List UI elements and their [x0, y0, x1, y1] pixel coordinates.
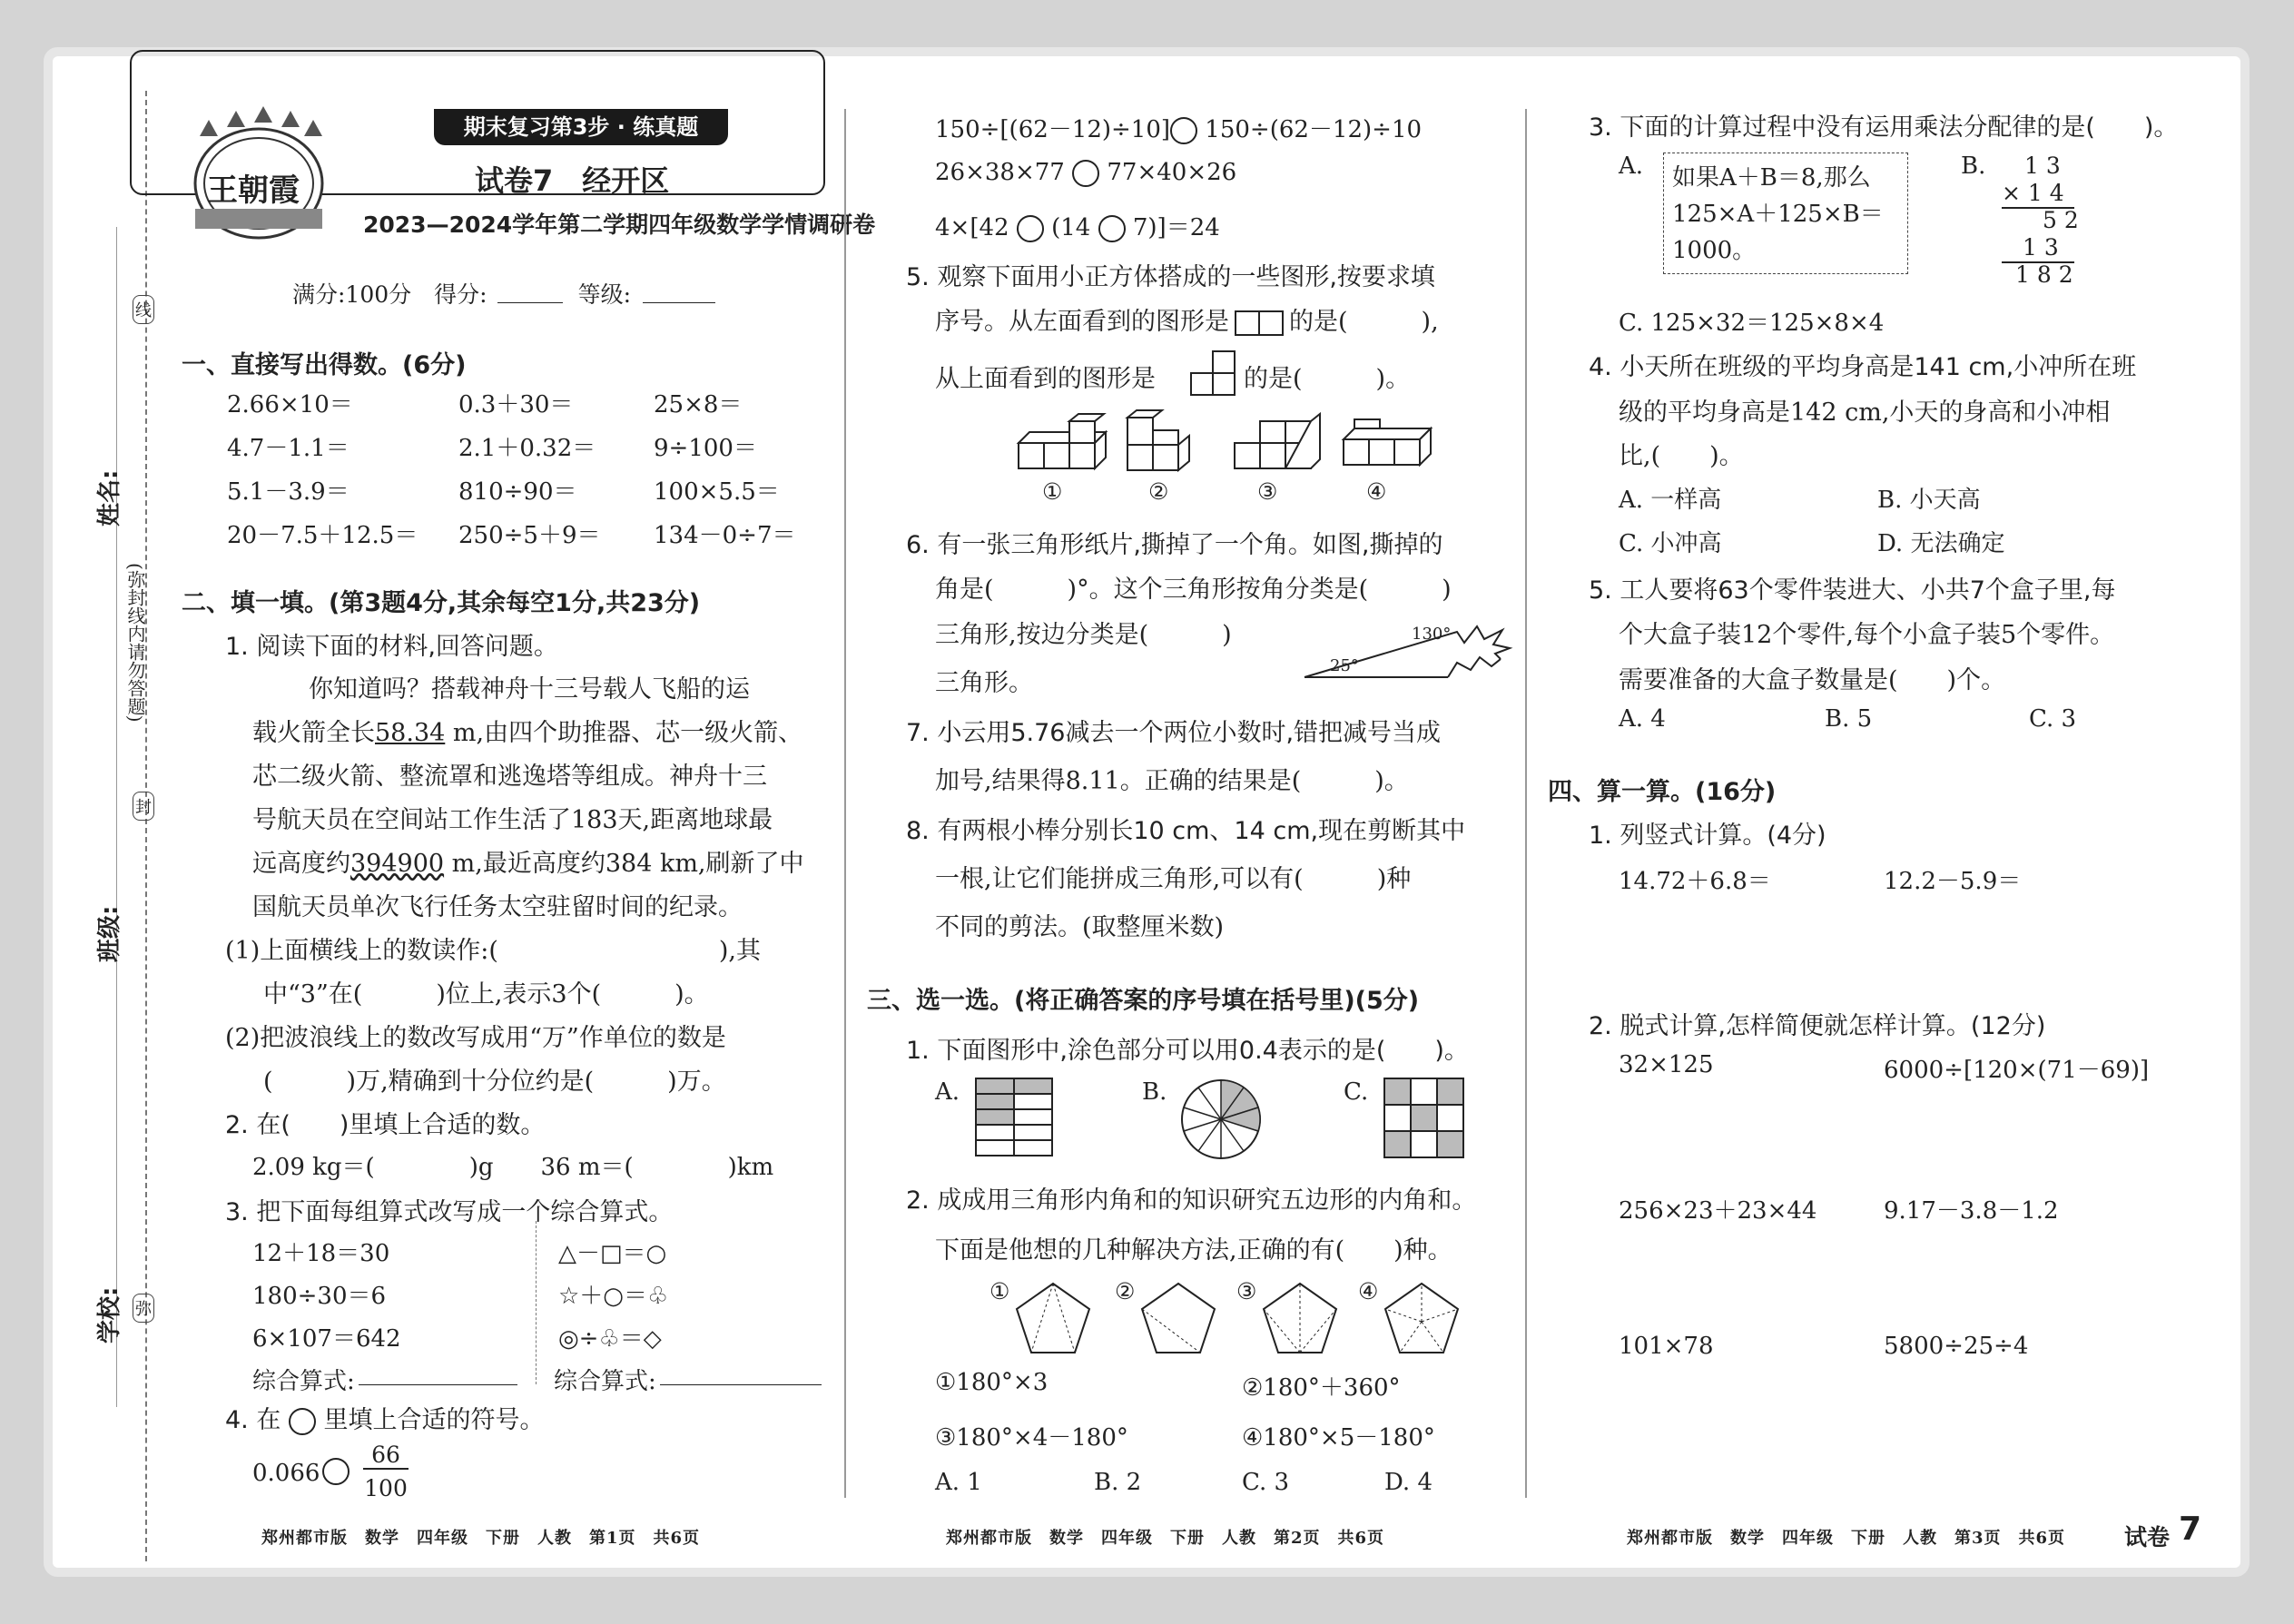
footer-badge-label: 试卷 [2124, 1524, 2171, 1550]
grid-figure-c-icon [1384, 1078, 1466, 1160]
option-label: A. 一样高 [1619, 487, 1722, 514]
option-label: C. 3 [2029, 705, 2077, 733]
figure-label: ④ [1366, 478, 1387, 505]
compare-circle[interactable] [1072, 160, 1099, 187]
question-text: 远高度约394900 m,最近高度约384 km,刷新了中 [252, 850, 804, 878]
question-text: 中“3”在( )位上,表示3个( )。 [263, 980, 709, 1009]
logo-text: 王朝霞 [207, 172, 300, 209]
question-text: 芯二级火箭、整流罩和逃逸塔等组成。神舟十三 [252, 763, 767, 791]
question-text: 三角形,按边分类是( ) [935, 621, 1232, 649]
compare-circle[interactable] [1098, 215, 1126, 242]
compare-row: 150÷[(62－12)÷10] 150÷(62－12)÷10 [935, 116, 1423, 143]
calc-item: 134－0÷7＝ [654, 522, 796, 549]
footer-page-1: 郑州都市版 数学 四年级 下册 人教 第1页 共6页 [261, 1529, 701, 1548]
cube-figure-icon [1233, 419, 1324, 476]
question-text: 2. 在( )里填上合适的数。 [225, 1111, 546, 1139]
pentagon-method-1-icon [1015, 1282, 1091, 1354]
figure-label: ② [1115, 1278, 1136, 1304]
question-text: 下面是他想的几种解决方法,正确的有( )种。 [935, 1236, 1452, 1265]
option-label: A. [935, 1078, 960, 1106]
figure-label: ③ [1236, 1278, 1257, 1304]
option-label: A. 4 [1619, 705, 1666, 733]
calc-item: 2.1＋0.32＝ [458, 435, 596, 462]
method-item: ②180°＋360° [1242, 1374, 1401, 1402]
question-text: 2. 成成用三角形内角和的知识研究五边形的内角和。 [906, 1186, 1477, 1215]
formula-item: 12＋18＝30 [252, 1240, 390, 1267]
top-view-icon [1187, 349, 1238, 400]
question-text: 载火箭全长58.34 m,由四个助推器、芯一级火箭、 [252, 719, 803, 747]
question-text: 7. 小云用5.76减去一个两位小数时,错把减号当成 [906, 719, 1442, 747]
binding-note: (弥封线内请勿答题) [124, 563, 146, 723]
option-label: B. [1142, 1078, 1167, 1106]
calc-item: 4.7－1.1＝ [227, 435, 350, 462]
option-a-line: 1000。 [1672, 237, 1757, 264]
view-square-icon [1260, 310, 1284, 336]
question-text: 号航天员在空间站工作生活了183天,距离地球最 [252, 806, 773, 834]
question-text: 4. 在 里填上合适的符号。 [225, 1406, 545, 1434]
vertical-calc-line: 1 8 2 [2015, 261, 2073, 288]
calc-item: 5.1－3.9＝ [227, 478, 350, 506]
figure-label: ③ [1257, 478, 1278, 505]
question-text: 一根,让它们能拼成三角形,可以有( )种 [935, 865, 1412, 893]
binding-field-line [116, 227, 117, 1407]
option-label: A. 1 [935, 1469, 982, 1496]
compare-circle[interactable] [1017, 215, 1044, 242]
pentagon-method-4-icon [1383, 1282, 1460, 1354]
calc-item: 5800÷25÷4 [1884, 1333, 2029, 1360]
option-label: B. 5 [1825, 705, 1873, 733]
calc-item: 9.17－3.8－1.2 [1884, 1197, 2059, 1225]
calc-item: 32×125 [1619, 1051, 1714, 1078]
figure-label: ④ [1358, 1278, 1379, 1304]
combined-label: 综合算式: [252, 1368, 355, 1395]
angle-label: 130° [1412, 625, 1452, 644]
section4-title: 四、算一算。(16分) [1548, 778, 1777, 806]
compare-row: 4×[42 (14 7)]＝24 [935, 214, 1220, 241]
question-text: 级的平均身高是142 cm,小天的身高和小冲相 [1619, 399, 2111, 427]
class-label: 班级: [96, 905, 123, 962]
compare-circle[interactable] [1170, 117, 1197, 144]
calc-item: 6000÷[120×(71－69)] [1884, 1057, 2150, 1084]
formula-item: △－□＝○ [558, 1240, 667, 1267]
option-label: D. 无法确定 [1877, 530, 2005, 557]
exam-subtitle: 2023—2024学年第二学期四年级数学学情调研卷 [363, 212, 876, 238]
score-line: 满分:100分 得分: 等级: [292, 281, 631, 308]
cube-figure-icon [1126, 414, 1207, 476]
cube-figure-icon [1342, 419, 1433, 476]
question-text: 从上面看到的图形是 [935, 365, 1156, 393]
calc-item: 12.2－5.9＝ [1884, 868, 2022, 895]
question-text: 1. 列竖式计算。(4分) [1589, 822, 1826, 850]
formula-item: ☆＋○＝♧ [558, 1283, 669, 1310]
cube-figure-icon [1017, 419, 1108, 476]
section3-title: 三、选一选。(将正确答案的序号填在括号里)(5分) [867, 987, 1420, 1015]
q3-divider [536, 1221, 537, 1384]
header-tag: 期末复习第3步 · 练真题 [434, 109, 728, 145]
option-label: B. 2 [1094, 1469, 1142, 1496]
method-item: ①180°×3 [935, 1369, 1049, 1396]
combined-blank-right[interactable] [660, 1384, 822, 1385]
calc-item: 9÷100＝ [654, 435, 757, 462]
binding-feng: 封 [133, 792, 154, 821]
formula-item: 6×107＝642 [252, 1325, 401, 1353]
binding-xian: 线 [133, 295, 154, 324]
score-blank[interactable] [497, 302, 563, 303]
question-text: 4. 小天所在班级的平均身高是141 cm,小冲所在班 [1589, 353, 2137, 381]
compare-circle[interactable] [322, 1458, 350, 1485]
figure-label: ① [989, 1278, 1010, 1304]
figure-label: ① [1042, 478, 1063, 505]
section2-title: 二、填一填。(第3题4分,其余每空1分,共23分) [182, 589, 701, 617]
question-text: 的是( )。 [1244, 365, 1411, 393]
combined-label: 综合算式: [554, 1368, 656, 1395]
question-text: 角是( )°。这个三角形按角分类是( ) [935, 576, 1452, 604]
school-label: 学校: [96, 1286, 123, 1343]
pentagon-method-2-icon [1140, 1282, 1216, 1354]
column-separator-1 [844, 109, 846, 1498]
angle-label: 25° [1330, 656, 1359, 675]
question-text: 国航天员单次飞行任务太空驻留时间的纪录。 [252, 893, 743, 921]
fraction-denominator: 100 [364, 1475, 408, 1501]
question-text: 8. 有两根小棒分别长10 cm、14 cm,现在剪断其中 [906, 817, 1466, 845]
question-text: 比,( )。 [1619, 442, 1744, 470]
compare-row: 26×38×77 77×40×26 [935, 159, 1237, 186]
method-item: ④180°×5－180° [1242, 1424, 1435, 1452]
footer-page-3: 郑州都市版 数学 四年级 下册 人教 第3页 共6页 [1627, 1529, 2066, 1548]
option-a-line: 125×A＋125×B＝ [1672, 201, 1884, 228]
option-label: B. [1961, 153, 1986, 180]
figure-label: ② [1148, 478, 1169, 505]
question-text: 1. 下面图形中,涂色部分可以用0.4表示的是( )。 [906, 1037, 1469, 1065]
calc-item: 20－7.5＋12.5＝ [227, 522, 418, 549]
vertical-calc-line: 5 2 [2043, 207, 2079, 233]
combined-blank-left[interactable] [359, 1384, 517, 1385]
compare-circle[interactable] [289, 1408, 316, 1435]
question-text: 1. 阅读下面的材料,回答问题。 [225, 633, 558, 661]
question-text: (1)上面横线上的数读作:( ),其 [225, 937, 761, 965]
binding-mi: 弥 [133, 1294, 154, 1323]
calc-item: 0.3＋30＝ [458, 391, 574, 418]
question-text: ( )万,精确到十分位约是( )万。 [263, 1068, 726, 1096]
formula-item: ◎÷♧＝◇ [558, 1325, 662, 1353]
option-label: D. 4 [1384, 1469, 1433, 1496]
question-text: 序号。从左面看到的图形是 的是( ), [935, 308, 1439, 336]
question-text: 2. 脱式计算,怎样简便就怎样计算。(12分) [1589, 1012, 2046, 1040]
question-text: 你知道吗？搭载神舟十三号载人飞船的运 [309, 675, 750, 704]
question-text: 6. 有一张三角形纸片,撕掉了一个角。如图,撕掉的 [906, 531, 1443, 559]
grid-figure-a-icon [976, 1078, 1056, 1158]
question-text: 三角形。 [935, 669, 1033, 697]
question-text: 5. 工人要将63个零件装进大、小共7个盒子里,每 [1589, 576, 2116, 605]
option-a-line: 如果A＋B＝8,那么 [1672, 164, 1871, 192]
question-text: 3. 下面的计算过程中没有运用乘法分配律的是( )。 [1589, 113, 2179, 142]
column-separator-2 [1525, 109, 1527, 1498]
fraction-numerator: 66 [363, 1442, 409, 1470]
calc-item: 100×5.5＝ [654, 478, 780, 506]
footer-page-2: 郑州都市版 数学 四年级 下册 人教 第2页 共6页 [946, 1529, 1385, 1548]
vertical-calc-line: 1 3 [2024, 153, 2061, 179]
view-square-icon [1235, 310, 1260, 336]
question-text: (2)把波浪线上的数改写成用“万”作单位的数是 [225, 1024, 726, 1052]
pie-figure-b-icon [1180, 1078, 1262, 1160]
vertical-calc-line: × 1 4 [2002, 180, 2064, 206]
question-text: 2.09 kg＝( )g 36 m＝( )km [252, 1154, 774, 1181]
question-text: 个大盒子装12个零件,每个小盒子装5个零件。 [1619, 621, 2115, 649]
option-label: C. 3 [1242, 1469, 1290, 1496]
calc-item: 250÷5＋9＝ [458, 522, 601, 549]
calc-item: 25×8＝ [654, 391, 743, 418]
section1-title: 一、直接写出得数。(6分) [182, 351, 467, 379]
pentagon-method-3-icon [1262, 1282, 1338, 1354]
exam-title: 试卷7 经开区 [475, 163, 670, 198]
option-label: C. 小冲高 [1619, 530, 1722, 557]
question-text: 需要准备的大盒子数量是( )个。 [1619, 666, 2006, 694]
footer-badge-number: 7 [2179, 1511, 2202, 1548]
calc-item: 14.72＋6.8＝ [1619, 868, 1771, 895]
vertical-calc-line: 1 3 [2023, 234, 2059, 261]
option-label: C. [1344, 1078, 1369, 1106]
calc-item: 101×78 [1619, 1333, 1714, 1360]
question-text: 3. 把下面每组算式改写成一个综合算式。 [225, 1198, 674, 1226]
name-label: 姓名: [96, 469, 123, 527]
formula-item: 180÷30＝6 [252, 1283, 387, 1310]
option-label: B. 小天高 [1877, 487, 1981, 514]
method-item: ③180°×4－180° [935, 1424, 1128, 1452]
calc-item: 810÷90＝ [458, 478, 577, 506]
question-text: 不同的剪法。(取整厘米数) [935, 913, 1225, 941]
calc-item: 2.66×10＝ [227, 391, 353, 418]
question-text: 5. 观察下面用小正方体搭成的一些图形,按要求填 [906, 263, 1435, 291]
calc-item: 256×23＋23×44 [1619, 1197, 1817, 1225]
compare-left: 0.066 [252, 1460, 320, 1487]
grade-blank[interactable] [643, 302, 715, 303]
option-label: A. [1619, 153, 1644, 180]
option-label: C. 125×32＝125×8×4 [1619, 310, 1885, 337]
question-text: 加号,结果得8.11。正确的结果是( )。 [935, 767, 1409, 795]
